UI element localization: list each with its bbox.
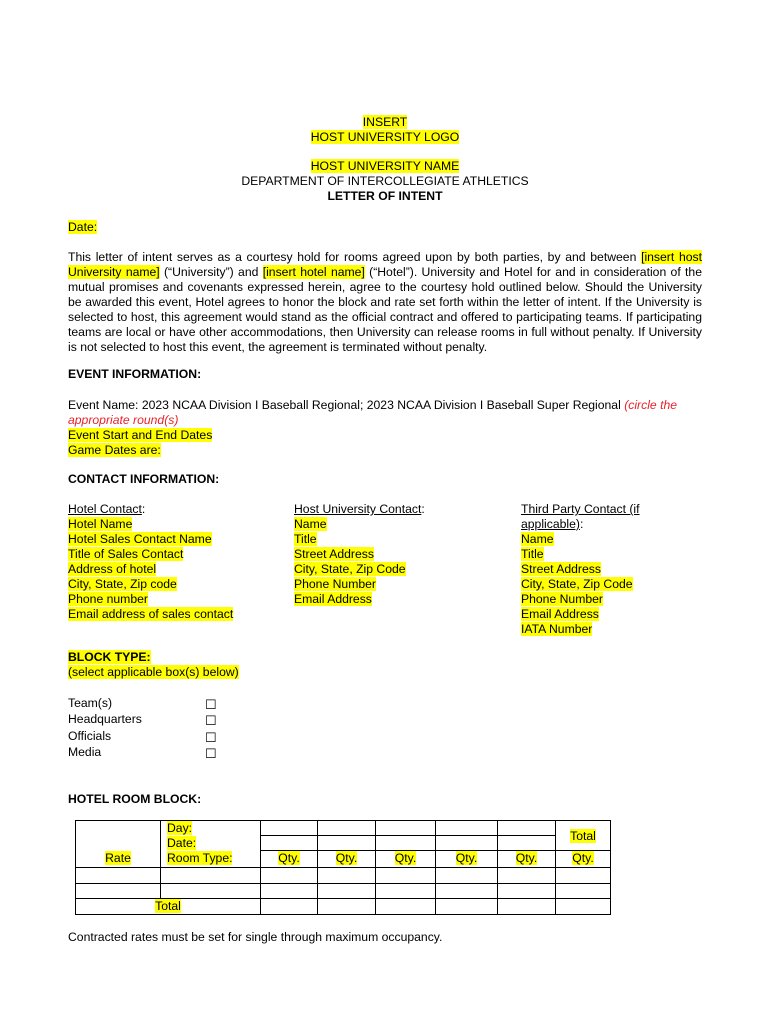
intro-paragraph: This letter of intent serves as a courtesy hold for rooms agreed upon by both parties, by and between [insert host University name] (“University”) and [insert hotel name] (“Hotel”). University and Hotel for and in consideration of the mutual promises and covenants expressed herein, agree to the courtesy hold outlined below. Should the University be awarded this event, Hotel agrees to honor the block and rate set forth within the letter of intent. If the University is selected to host, this agreement would stand as the official contract and offered to participating teams. If participating teams are local or have other accommodations, then University can release rooms in full without penalty. If University is not selected to host this event, the agreement is terminated without penalty. bbox=[68, 250, 702, 354]
qty-total-cell[interactable] bbox=[261, 899, 318, 915]
total-cell[interactable] bbox=[556, 868, 611, 884]
qty-header-cell: Qty. bbox=[376, 851, 436, 868]
third-party-contact-item: Name bbox=[521, 532, 554, 546]
university-contact-column bbox=[294, 502, 425, 607]
room-block-heading: HOTEL ROOM BLOCK: bbox=[68, 792, 202, 806]
table-row bbox=[76, 884, 611, 899]
occupancy-note: Contracted rates must be set for single through maximum occupancy. bbox=[68, 930, 443, 944]
hotel-contact-item: Title of Sales Contact bbox=[68, 547, 184, 561]
third-party-contact-item: Phone Number bbox=[521, 592, 603, 606]
event-dates: Event Start and End Dates bbox=[68, 428, 213, 442]
qty-total-cell[interactable] bbox=[318, 899, 376, 915]
university-contact-item: Phone Number bbox=[294, 577, 376, 591]
university-contact-item: Email Address bbox=[294, 592, 372, 606]
room-type-label-cell: Room Type: bbox=[161, 851, 261, 868]
date-cell[interactable] bbox=[318, 836, 376, 851]
room-type-cell[interactable] bbox=[161, 868, 261, 884]
qty-cell[interactable] bbox=[436, 884, 498, 899]
hotel-contact-item: Phone number bbox=[68, 592, 148, 606]
checkbox-media[interactable]: ☐ bbox=[205, 746, 217, 761]
rate-header-cell: Rate bbox=[76, 821, 161, 868]
third-party-contact-item: City, State, Zip Code bbox=[521, 577, 633, 591]
university-contact-item: Name bbox=[294, 517, 327, 531]
total-header-cell: Total bbox=[556, 821, 611, 851]
third-party-contact-column bbox=[521, 502, 640, 637]
hotel-contact-item: Address of hotel bbox=[68, 562, 157, 576]
checkbox-officials[interactable]: ☐ bbox=[205, 730, 217, 745]
date-cell[interactable] bbox=[498, 836, 556, 851]
day-label-cell: Day: bbox=[161, 821, 261, 836]
logo-placeholder-line2: HOST UNIVERSITY LOGO bbox=[310, 130, 460, 144]
qty-header-cell: Qty. bbox=[498, 851, 556, 868]
day-cell[interactable] bbox=[261, 821, 318, 836]
date-label: Date: bbox=[68, 220, 98, 234]
contact-info-heading: CONTACT INFORMATION: bbox=[68, 472, 220, 486]
university-contact-item: City, State, Zip Code bbox=[294, 562, 406, 576]
event-name: Event Name: 2023 NCAA Division I Baseball Regional; 2023 NCAA Division I Baseball Super Regional (circle the appropriate round(s) bbox=[68, 398, 678, 427]
qty-cell[interactable] bbox=[498, 884, 556, 899]
university-name: HOST UNIVERSITY NAME bbox=[310, 159, 460, 173]
event-info-heading: EVENT INFORMATION: bbox=[68, 367, 202, 381]
qty-total-cell[interactable] bbox=[436, 899, 498, 915]
day-cell[interactable] bbox=[498, 821, 556, 836]
hotel-contact-item: Hotel Name bbox=[68, 517, 133, 531]
checkbox-headquarters[interactable]: ☐ bbox=[205, 713, 217, 728]
qty-cell[interactable] bbox=[376, 884, 436, 899]
block-option-officials[interactable]: Officials ☐ bbox=[68, 729, 217, 745]
table-row bbox=[76, 899, 611, 915]
document-title: LETTER OF INTENT bbox=[327, 189, 443, 203]
qty-header-cell: Qty. bbox=[436, 851, 498, 868]
hotel-contact-item: Hotel Sales Contact Name bbox=[68, 532, 212, 546]
day-cell[interactable] bbox=[436, 821, 498, 836]
third-party-contact-item: Email Address bbox=[521, 607, 599, 621]
room-type-cell[interactable] bbox=[161, 884, 261, 899]
hotel-contact-title: Hotel Contact: bbox=[68, 502, 146, 516]
table-row bbox=[76, 868, 611, 884]
total-cell[interactable] bbox=[556, 884, 611, 899]
university-contact-item: Title bbox=[294, 532, 317, 546]
third-party-contact-item: Title bbox=[521, 547, 544, 561]
qty-cell[interactable] bbox=[261, 884, 318, 899]
qty-cell[interactable] bbox=[318, 868, 376, 884]
table-row bbox=[76, 821, 611, 836]
rate-cell[interactable] bbox=[76, 884, 161, 899]
university-name-placeholder: [insert host University name] bbox=[68, 250, 702, 279]
hotel-contact-item: Email address of sales contact bbox=[68, 607, 234, 621]
qty-cell[interactable] bbox=[498, 868, 556, 884]
university-contact-item: Street Address bbox=[294, 547, 374, 561]
qty-header-cell: Qty. bbox=[556, 851, 611, 868]
room-block-table bbox=[75, 820, 611, 915]
block-type-subheading: (select applicable box(s) below) bbox=[68, 665, 239, 679]
hotel-contact-column bbox=[68, 502, 233, 622]
third-party-contact-title: Third Party Contact (if bbox=[521, 502, 640, 516]
university-contact-title: Host University Contact: bbox=[294, 502, 425, 516]
game-dates: Game Dates are: bbox=[68, 443, 161, 457]
day-cell[interactable] bbox=[318, 821, 376, 836]
hotel-name-placeholder: [insert hotel name] bbox=[262, 265, 365, 279]
qty-cell[interactable] bbox=[436, 868, 498, 884]
date-cell[interactable] bbox=[261, 836, 318, 851]
block-option-headquarters[interactable]: Headquarters ☐ bbox=[68, 712, 217, 728]
date-label-cell: Date: bbox=[161, 836, 261, 851]
hotel-contact-item: City, State, Zip code bbox=[68, 577, 177, 591]
qty-header-cell: Qty. bbox=[318, 851, 376, 868]
qty-cell[interactable] bbox=[261, 868, 318, 884]
third-party-contact-item: IATA Number bbox=[521, 622, 593, 636]
qty-total-cell[interactable] bbox=[376, 899, 436, 915]
date-cell[interactable] bbox=[376, 836, 436, 851]
block-option-media[interactable]: Media ☐ bbox=[68, 745, 217, 761]
third-party-contact-item: Street Address bbox=[521, 562, 601, 576]
checkbox-teams[interactable]: ☐ bbox=[205, 697, 217, 712]
qty-total-cell[interactable] bbox=[498, 899, 556, 915]
circle-round-note: (circle the appropriate round(s) bbox=[68, 398, 678, 427]
logo-placeholder-line1: INSERT bbox=[362, 115, 408, 129]
date-cell[interactable] bbox=[436, 836, 498, 851]
total-row-label-cell: Total bbox=[76, 899, 261, 915]
qty-cell[interactable] bbox=[376, 868, 436, 884]
rate-cell[interactable] bbox=[76, 868, 161, 884]
block-type-heading: BLOCK TYPE: bbox=[68, 650, 151, 664]
qty-cell[interactable] bbox=[318, 884, 376, 899]
qty-header-cell: Qty. bbox=[261, 851, 318, 868]
block-option-teams[interactable]: Team(s) ☐ bbox=[68, 696, 217, 712]
grand-total-cell[interactable] bbox=[556, 899, 611, 915]
third-party-contact-title-line2: applicable): bbox=[521, 517, 584, 531]
day-cell[interactable] bbox=[376, 821, 436, 836]
department-name: DEPARTMENT OF INTERCOLLEGIATE ATHLETICS bbox=[241, 174, 529, 188]
